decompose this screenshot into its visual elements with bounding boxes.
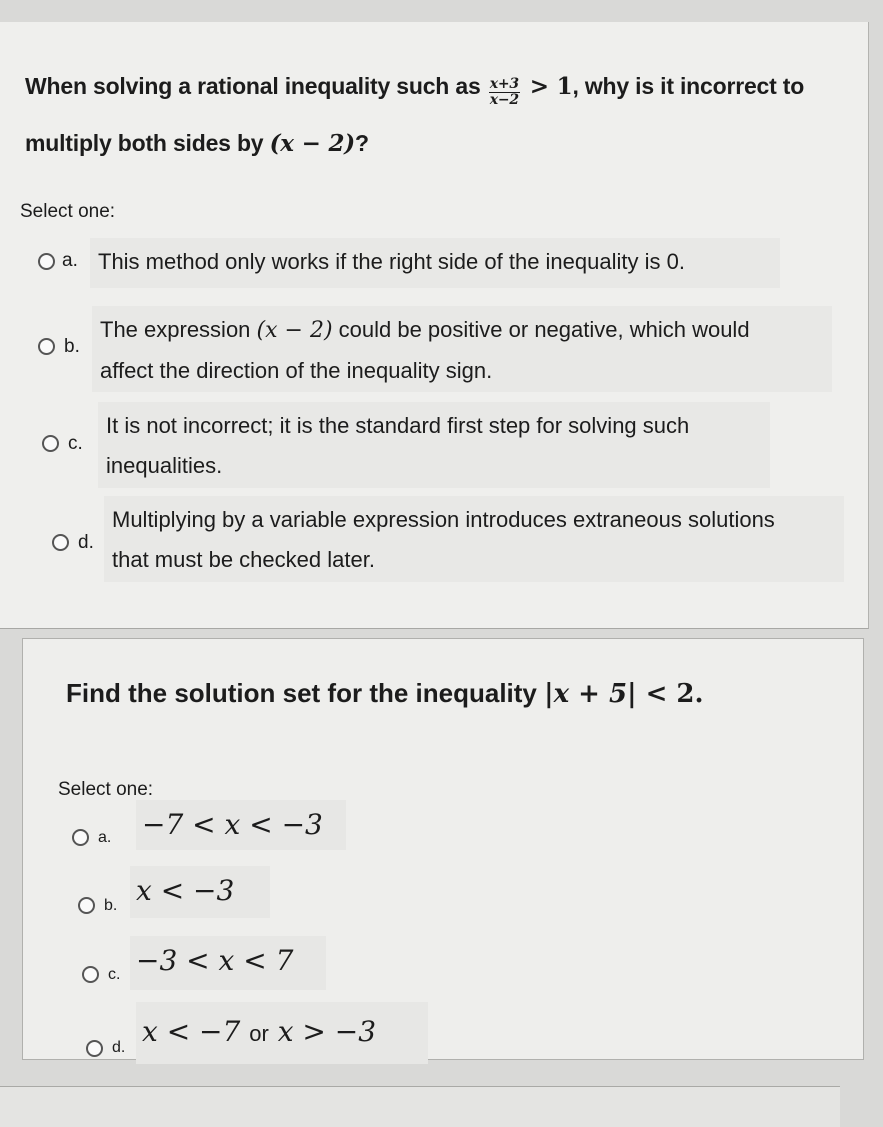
q2-option-a-radio[interactable] <box>72 829 89 846</box>
q2-option-b-letter: b. <box>104 897 118 914</box>
option-d-text[interactable] <box>104 496 844 582</box>
option-c-line2: inequalities. <box>106 453 223 478</box>
question-1-line2-prefix: multiply both sides by <box>25 130 270 156</box>
question-1-prefix: When solving a rational inequality such as <box>25 73 487 99</box>
question-1-text <box>25 58 877 172</box>
q2-option-a-text[interactable]: −7 < x < −3 <box>136 800 346 850</box>
question-2-title <box>66 670 846 717</box>
q2-option-d-radio[interactable] <box>86 1040 103 1057</box>
option-c-line1: It is not incorrect; it is the standard first step for solving such <box>106 413 690 438</box>
fraction-denominator: x−2 <box>489 92 519 108</box>
q2-option-d-math-a: x < −7 <box>142 1015 241 1048</box>
option-a-radio[interactable] <box>38 253 55 270</box>
question-1-gt-one: > 1 <box>521 73 573 100</box>
question-1-line2-math: (x − 2) <box>269 130 355 157</box>
option-b-line2: affect the direction of the inequality sign. <box>100 358 493 383</box>
option-b-line1-post: could be positive or negative, which would <box>332 317 750 342</box>
q2-option-d-letter: d. <box>112 1039 126 1056</box>
option-a-letter: a. <box>62 250 78 271</box>
option-d-line1: Multiplying by a variable expression introduces extraneous solutions <box>112 507 775 532</box>
q2-option-b-radio[interactable] <box>78 897 95 914</box>
option-a-text[interactable] <box>90 238 780 288</box>
question-2-abs-inner: x + 5 <box>553 679 628 709</box>
q2-option-d-or: or <box>249 1021 269 1046</box>
q2-option-c-letter: c. <box>108 966 121 983</box>
q2-option-c-text[interactable]: −3 < x < 7 <box>130 936 326 990</box>
q2-option-b-text[interactable]: x < −3 <box>130 866 270 918</box>
q2-option-c-radio[interactable] <box>82 966 99 983</box>
q2-option-a-letter: a. <box>98 829 112 846</box>
question-2-select-label: Select one: <box>58 779 154 800</box>
next-question-card-edge <box>0 1086 840 1127</box>
q2-option-d-math-b: x > −3 <box>277 1015 377 1048</box>
option-c-text[interactable] <box>98 402 770 488</box>
option-d-radio[interactable] <box>52 534 69 551</box>
abs-bar-right: | <box>627 679 637 709</box>
question-1-suffix: , why is it incorrect to <box>572 73 805 99</box>
option-b-math: (x − 2) <box>256 318 333 343</box>
question-1-line2-suffix: ? <box>354 130 369 156</box>
option-b-radio[interactable] <box>38 338 55 355</box>
option-d-line2: that must be checked later. <box>112 547 375 572</box>
question-2-title-suffix: < 2. <box>636 679 704 709</box>
option-a-label: This method only works if the right side of the inequality is 0. <box>98 249 685 274</box>
question-1-select-label: Select one: <box>20 201 116 222</box>
option-b-text[interactable] <box>92 306 832 392</box>
option-b-letter: b. <box>64 336 80 357</box>
fraction-numerator: x+3 <box>489 76 519 92</box>
option-d-letter: d. <box>78 532 94 553</box>
option-c-letter: c. <box>68 433 83 454</box>
q2-option-d-text[interactable] <box>136 1002 428 1064</box>
abs-bar-left: | <box>544 679 554 709</box>
question-2-title-prefix: Find the solution set for the inequality <box>66 678 545 708</box>
option-b-line1-pre: The expression <box>100 317 257 342</box>
option-c-radio[interactable] <box>42 435 59 452</box>
question-1-fraction <box>489 77 520 108</box>
